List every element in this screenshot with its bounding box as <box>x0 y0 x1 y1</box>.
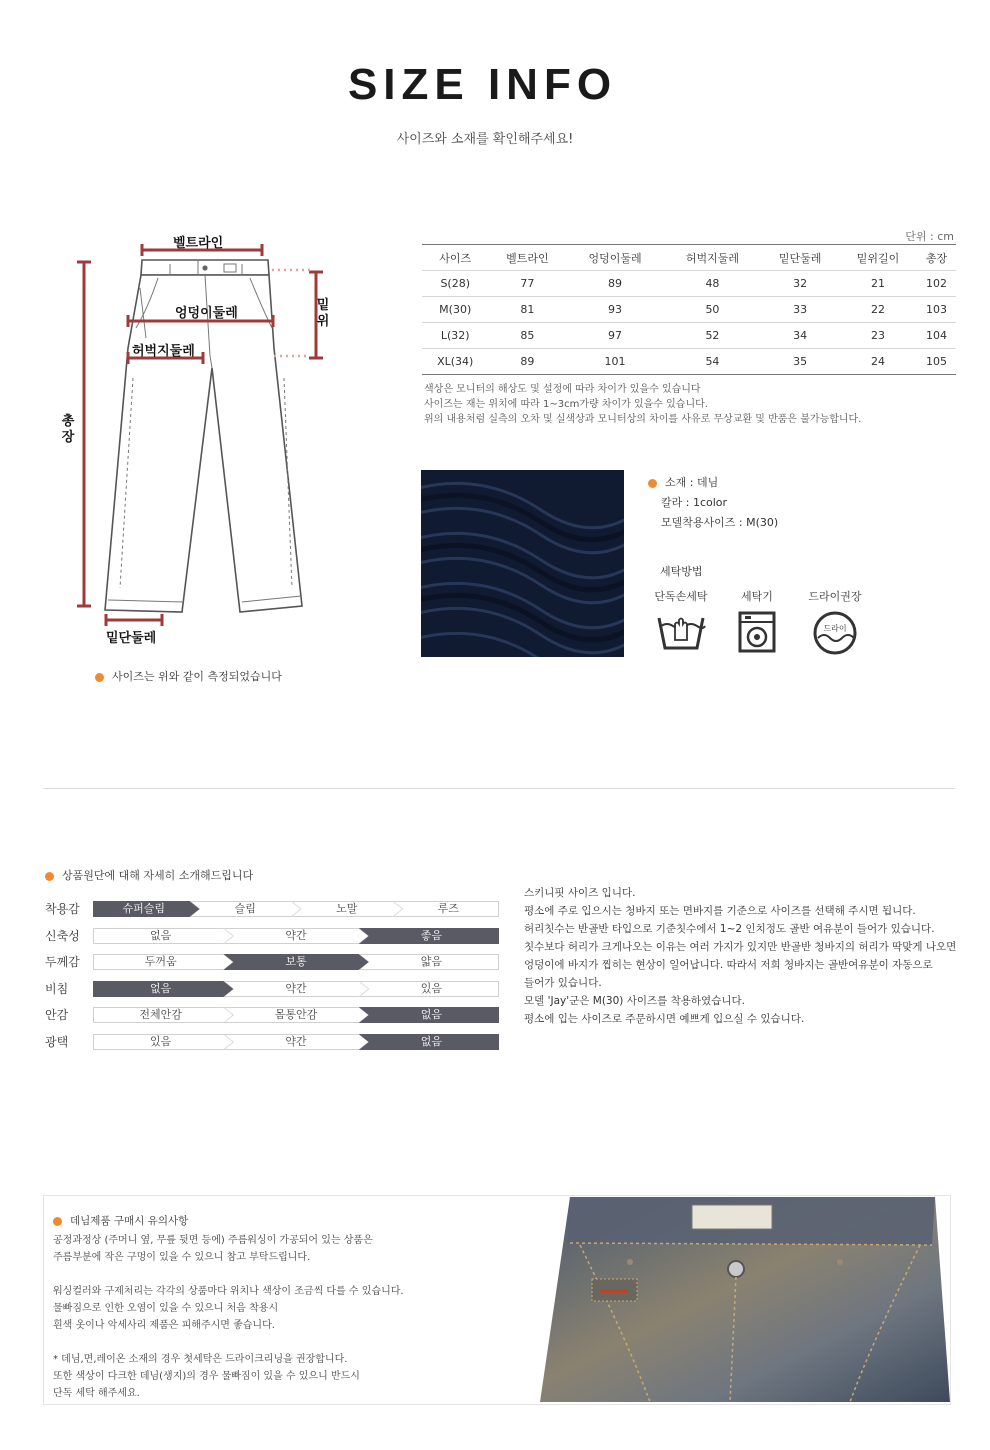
table-header-row <box>422 245 956 271</box>
table-cell: 101 <box>566 349 663 375</box>
feel-option: 보통 <box>285 955 307 968</box>
size-table <box>422 244 956 375</box>
table-cell: 35 <box>761 349 839 375</box>
feel-option: 있음 <box>420 981 442 995</box>
rise-label: 밑위 <box>316 298 330 329</box>
table-cell: 23 <box>839 323 917 349</box>
table-cell: S(28) <box>422 271 488 297</box>
table-row <box>422 271 956 297</box>
fabric-feel-row <box>45 1007 500 1023</box>
feel-scale-bar <box>93 1007 499 1023</box>
table-cell: 33 <box>761 297 839 323</box>
fit-description <box>524 884 957 1028</box>
table-cell: 32 <box>761 271 839 297</box>
bullet-dot-icon <box>45 872 54 881</box>
caution-line: 공정과정상 (주머니 옆, 무릎 뒷면 등에) 주름워싱이 가공되어 있는 상품은 <box>53 1235 373 1246</box>
fabric-feel-row <box>45 928 500 944</box>
feel-option: 몸통안감 <box>274 1008 318 1021</box>
table-cell: 24 <box>839 349 917 375</box>
denim-caution-text <box>53 1232 404 1402</box>
thigh-label: 허벅지둘레 <box>132 344 195 359</box>
table-cell: 89 <box>566 271 663 297</box>
feel-scale-bar <box>93 901 499 917</box>
dry-clean-icon <box>812 610 858 656</box>
column-header: 엉덩이둘레 <box>566 245 663 271</box>
caution-line: * 데님,면,레이온 소재의 경우 첫세탁은 드라이크리닝을 권장합니다. <box>53 1354 348 1365</box>
table-cell: 97 <box>566 323 663 349</box>
description-line: 평소에 주로 입으시는 청바지 또는 면바지를 기준으로 사이즈를 선택해 주시면 됩니다. <box>524 905 916 917</box>
bullet-dot-icon <box>648 479 657 488</box>
length-label: 총장 <box>61 414 75 445</box>
feel-scale-bar <box>93 954 499 970</box>
caution-line: 주름부분에 작은 구멍이 있을 수 있으니 참고 부탁드립니다. <box>53 1252 311 1263</box>
feel-label: 비침 <box>45 981 69 996</box>
pants-outline-icon <box>40 228 380 648</box>
table-row <box>422 349 956 375</box>
jeans-closeup-image <box>540 1197 950 1402</box>
table-cell: 48 <box>664 271 761 297</box>
column-header: 밑단둘레 <box>761 245 839 271</box>
hand-wash-icon <box>653 610 709 654</box>
table-cell: 104 <box>917 323 956 349</box>
table-cell: 50 <box>664 297 761 323</box>
column-header: 허벅지둘레 <box>664 245 761 271</box>
feel-label: 두께감 <box>45 955 80 969</box>
description-line: 허리칫수는 반골반 타입으로 기준칫수에서 1~2 인치정도 골반 여유분이 들어가 있습니다. <box>524 923 935 935</box>
denim-caution-title: 데님제품 구매시 유의사항 <box>53 1213 188 1228</box>
fabric-feel-row <box>45 1034 500 1050</box>
table-row <box>422 323 956 349</box>
column-header: 총장 <box>917 245 956 271</box>
table-cell: M(30) <box>422 297 488 323</box>
feel-option: 없음 <box>420 1034 442 1048</box>
hip-label: 엉덩이둘레 <box>175 306 238 321</box>
fabric-label: 소재 : 데님 <box>665 476 719 489</box>
description-line: 모델 'Jay'군은 M(30) 사이즈를 착용하였습니다. <box>524 995 745 1007</box>
section-divider <box>43 788 955 789</box>
wash-method-dry: 드라이권장 드라이 <box>795 588 875 656</box>
description-line: 평소에 입는 사이즈로 주문하시면 예쁘게 입으실 수 있습니다. <box>524 1013 805 1025</box>
wash-method-hand: 단독손세탁 <box>641 588 721 654</box>
fabric-feel-row <box>45 954 500 970</box>
column-header: 사이즈 <box>422 245 488 271</box>
column-header: 벨트라인 <box>488 245 566 271</box>
belt-line-label: 벨트라인 <box>173 236 224 251</box>
feel-label: 안감 <box>45 1008 69 1022</box>
feel-label: 신축성 <box>45 928 80 943</box>
caution-line: 물빠짐으로 인한 오염이 있을 수 있으니 처음 착용시 <box>53 1303 279 1314</box>
caution-line <box>53 1334 404 1351</box>
feel-scale-bar <box>93 981 499 997</box>
caution-line: 흰색 옷이나 악세사리 제품은 피해주시면 좋습니다. <box>53 1320 275 1331</box>
feel-option: 슈퍼슬림 <box>122 902 165 915</box>
table-cell: 54 <box>664 349 761 375</box>
description-line: 엉덩이에 바지가 찝히는 현상이 일어납니다. 따라서 저희 청바지는 골반여유분이 자동으로 <box>524 959 933 971</box>
feel-option: 노말 <box>336 902 358 915</box>
bullet-dot-icon <box>53 1217 62 1226</box>
feel-option: 약간 <box>285 1034 307 1048</box>
feel-label: 착용감 <box>45 902 80 916</box>
feel-option: 약간 <box>285 981 307 995</box>
feel-option: 없음 <box>420 1008 442 1021</box>
svg-text:드라이: 드라이 <box>823 624 847 633</box>
table-cell: 81 <box>488 297 566 323</box>
size-notes <box>424 382 861 427</box>
table-cell: 102 <box>917 271 956 297</box>
note-line: 색상은 모니터의 해상도 및 설정에 따라 차이가 있을수 있습니다 <box>424 384 701 395</box>
wash-method-title: 세탁방법 <box>660 565 703 578</box>
feel-option: 있음 <box>150 1034 172 1048</box>
caution-line: 단독 세탁 해주세요. <box>53 1388 140 1399</box>
table-cell: 85 <box>488 323 566 349</box>
caution-line <box>53 1266 404 1283</box>
bullet-dot-icon <box>95 673 104 682</box>
table-cell: 89 <box>488 349 566 375</box>
feel-option: 약간 <box>285 928 307 942</box>
measure-note: 사이즈는 위와 같이 측정되었습니다 <box>95 668 282 684</box>
description-line: 칫수보다 허리가 크게나오는 이유는 여러 가지가 있지만 반골반 청바지의 허리가 딱맞게 나오면 <box>524 941 957 953</box>
feel-label: 광택 <box>45 1034 69 1049</box>
washing-machine-icon <box>737 610 777 654</box>
note-line: 사이즈는 재는 위치에 따라 1~3cm가량 차이가 있을수 있습니다. <box>424 399 708 410</box>
pants-measure-diagram <box>40 228 380 648</box>
model-size-label: 모델착용사이즈 : M(30) <box>661 516 779 529</box>
feel-option: 없음 <box>150 928 172 942</box>
table-cell: 103 <box>917 297 956 323</box>
table-row <box>422 297 956 323</box>
feel-option: 얇음 <box>420 955 442 968</box>
hem-label: 밑단둘레 <box>106 631 157 646</box>
table-cell: 34 <box>761 323 839 349</box>
table-cell: 21 <box>839 271 917 297</box>
material-info <box>648 473 778 533</box>
fabric-feel-row <box>45 981 500 997</box>
description-line: 들어가 있습니다. <box>524 977 602 989</box>
feel-option: 좋음 <box>420 928 442 942</box>
column-header: 밑위길이 <box>839 245 917 271</box>
table-cell: L(32) <box>422 323 488 349</box>
denim-swatch-image <box>421 470 624 657</box>
feel-scale-bar <box>93 928 499 944</box>
feel-option: 전체안감 <box>139 1008 182 1021</box>
feel-option: 없음 <box>150 981 172 995</box>
table-cell: 52 <box>664 323 761 349</box>
page-subtitle: 사이즈와 소재를 확인해주세요! <box>396 132 574 147</box>
note-line: 위의 내용처럼 실측의 오차 및 실색상과 모니터상의 차이를 사유로 무상교환 및 반품은 불가능합니다. <box>424 414 862 425</box>
page-title: SIZE INFO <box>347 60 618 109</box>
unit-label: 단위 : cm <box>905 230 954 243</box>
feel-option: 루즈 <box>437 902 459 915</box>
fabric-info-title: 상품원단에 대해 자세히 소개해드립니다 <box>45 867 253 883</box>
table-cell: 22 <box>839 297 917 323</box>
feel-scale-bar <box>93 1034 499 1050</box>
feel-option: 슬림 <box>234 902 256 915</box>
wash-method-machine: 세탁기 <box>717 588 797 654</box>
feel-option: 두꺼움 <box>144 955 177 968</box>
description-line: 스키니핏 사이즈 입니다. <box>524 887 636 899</box>
table-cell: 93 <box>566 297 663 323</box>
table-cell: XL(34) <box>422 349 488 375</box>
fabric-feel-row <box>45 901 500 917</box>
table-cell: 77 <box>488 271 566 297</box>
table-cell: 105 <box>917 349 956 375</box>
caution-line: 또한 색상이 다크한 데님(생지)의 경우 물빠짐이 있을 수 있으니 반드시 <box>53 1371 360 1382</box>
caution-line: 워싱컬러와 구제처리는 각각의 상품마다 위치나 색상이 조금씩 다를 수 있습니다. <box>53 1286 404 1297</box>
color-label: 칼라 : 1color <box>661 496 728 509</box>
